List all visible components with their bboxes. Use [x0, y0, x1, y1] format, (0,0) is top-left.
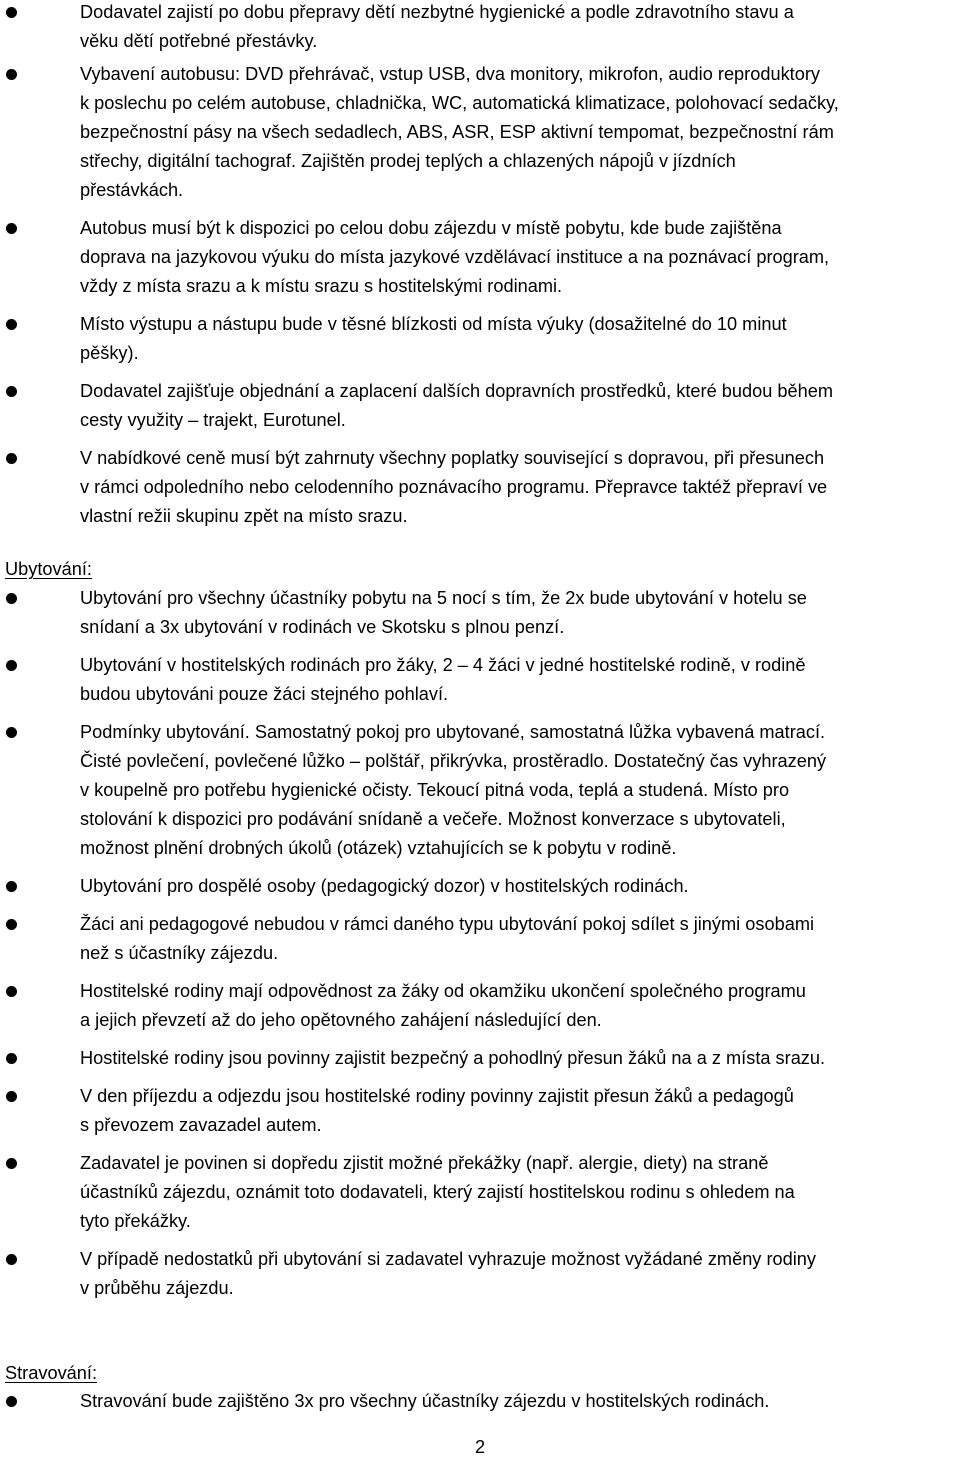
list-item: [0, 718, 960, 863]
list-item: [0, 872, 960, 901]
list-item-text: Ubytování pro všechny účastníky pobytu na 5 nocí s tím, že 2x bude ubytování v hotelu se snídaní a 3x ubytování v rodinách ve Skotsku s plnou penzí.: [80, 588, 807, 637]
list-item-text: Místo výstupu a nástupu bude v těsné blízkosti od místa výuky (dosažitelné do 10 minut pěšky).: [80, 314, 787, 363]
list-item-text: V případě nedostatků při ubytování si zadavatel vyhrazuje možnost vyžádané změny rodiny v průběhu zájezdu.: [80, 1249, 816, 1298]
bullet-icon: [6, 660, 17, 671]
bullet-icon: [6, 223, 17, 234]
list-item-text: Vybavení autobusu: DVD přehrávač, vstup USB, dva monitory, mikrofon, audio reproduktory k poslechu po celém autobuse, chladnička, WC, automatická klimatizace, polohovací sedačky, bezpečnostní pásy na všech sedadlech, ABS, ASR, ESP aktivní tempomat, bezpečnostní rám střechy, digitální tachograf. Zajištěn prodej teplých a chlazených nápojů v jízdních přestávkách.: [80, 64, 839, 200]
list-item-text: V nabídkové ceně musí být zahrnuty všechny poplatky související s dopravou, při přesunech v rámci odpoledního nebo celodenního poznávacího programu. Přepravce taktéž přepraví ve vlastní režii skupinu zpět na místo srazu.: [80, 448, 828, 526]
list-item-text: Dodavatel zajišťuje objednání a zaplacení dalších dopravních prostředků, které budou během cesty využity – trajekt, Eurotunel.: [80, 381, 833, 430]
list-item: [0, 1387, 960, 1416]
bullet-icon: [6, 593, 17, 604]
bullet-icon: [6, 319, 17, 330]
list-item: [0, 377, 960, 435]
list-item-text: Žáci ani pedagogové nebudou v rámci daného typu ubytování pokoj sdílet s jinými osobami než s účastníky zájezdu.: [80, 914, 815, 963]
transport-list: [0, 0, 960, 531]
list-item: [0, 1245, 960, 1303]
list-item: [0, 310, 960, 368]
bullet-icon: [6, 1053, 17, 1064]
list-item: [0, 977, 960, 1035]
list-item-text: Hostitelské rodiny jsou povinny zajistit bezpečný a pohodlný přesun žáků na a z místa srazu.: [80, 1048, 826, 1068]
catering-section: [0, 1387, 960, 1416]
list-item: [0, 1082, 960, 1140]
list-item: [0, 60, 960, 205]
list-item-text: Podmínky ubytování. Samostatný pokoj pro ubytované, samostatná lůžka vybavená matrací. Čisté povlečení, povlečené lůžko – polštář, přikrývka, prostěradlo. Dostatečný čas vyhrazený v koupelně pro potřebu hygienické očisty. Tekoucí pitná voda, teplá a studená. Místo pro stolování k dispozici pro podávání snídaně a večeře. Možnost konverzace s ubytovateli, možnost plnění drobných úkolů (otázek) vztahujících se k pobytu v rodině.: [80, 722, 827, 858]
page-number: 2: [474, 1437, 486, 1457]
bullet-icon: [6, 453, 17, 464]
list-item-text: Ubytování pro dospělé osoby (pedagogický dozor) v hostitelských rodinách.: [80, 876, 689, 896]
bullet-icon: [6, 1158, 17, 1169]
list-item: [0, 214, 960, 301]
list-item-text: Zadavatel je povinen si dopředu zjistit možné překážky (např. alergie, diety) na straně účastníků zájezdu, oznámit toto dodavateli, který zajistí hostitelskou rodinu s ohledem na tyto překážky.: [80, 1153, 795, 1231]
list-item-text: Stravování bude zajištěno 3x pro všechny účastníky zájezdu v hostitelských rodinách.: [80, 1391, 770, 1411]
accommodation-list: [0, 584, 960, 1303]
catering-heading: Stravování:: [5, 1363, 97, 1383]
bullet-icon: [6, 1396, 17, 1407]
list-item: [0, 1044, 960, 1073]
list-item-text: Ubytování v hostitelských rodinách pro žáky, 2 – 4 žáci v jedné hostitelské rodině, v rodině budou ubytováni pouze žáci stejného pohlaví.: [80, 655, 806, 704]
list-item: [0, 1149, 960, 1236]
accommodation-section: [0, 584, 960, 1303]
bullet-icon: [6, 1091, 17, 1102]
bullet-icon: [6, 986, 17, 997]
bullet-icon: [6, 881, 17, 892]
list-item: [0, 584, 960, 642]
list-item-text: Hostitelské rodiny mají odpovědnost za žáky od okamžiku ukončení společného programu a jejich převzetí až do jeho opětovného zahájení následující den.: [80, 981, 806, 1030]
list-item-text: Autobus musí být k dispozici po celou dobu zájezdu v místě pobytu, kde bude zajištěna doprava na jazykovou výuku do místa jazykové vzdělávací instituce a na poznávací program, vždy z místa srazu a k místu srazu s hostitelskými rodinami.: [80, 218, 830, 296]
list-item: [0, 0, 960, 56]
list-item: [0, 444, 960, 531]
bullet-icon: [6, 69, 17, 80]
bullet-icon: [6, 919, 17, 930]
transport-section: [0, 0, 960, 531]
bullet-icon: [6, 7, 17, 18]
list-item-text: V den příjezdu a odjezdu jsou hostitelské rodiny povinny zajistit přesun žáků a pedagogů s převozem zavazadel autem.: [80, 1086, 794, 1135]
accommodation-heading: Ubytování:: [5, 559, 92, 579]
catering-list: [0, 1387, 960, 1416]
bullet-icon: [6, 1254, 17, 1265]
bullet-icon: [6, 727, 17, 738]
list-item-text: Dodavatel zajistí po dobu přepravy dětí nezbytné hygienické a podle zdravotního stavu a věku dětí potřebné přestávky.: [80, 2, 794, 51]
list-item: [0, 651, 960, 709]
bullet-icon: [6, 386, 17, 397]
list-item: [0, 910, 960, 968]
